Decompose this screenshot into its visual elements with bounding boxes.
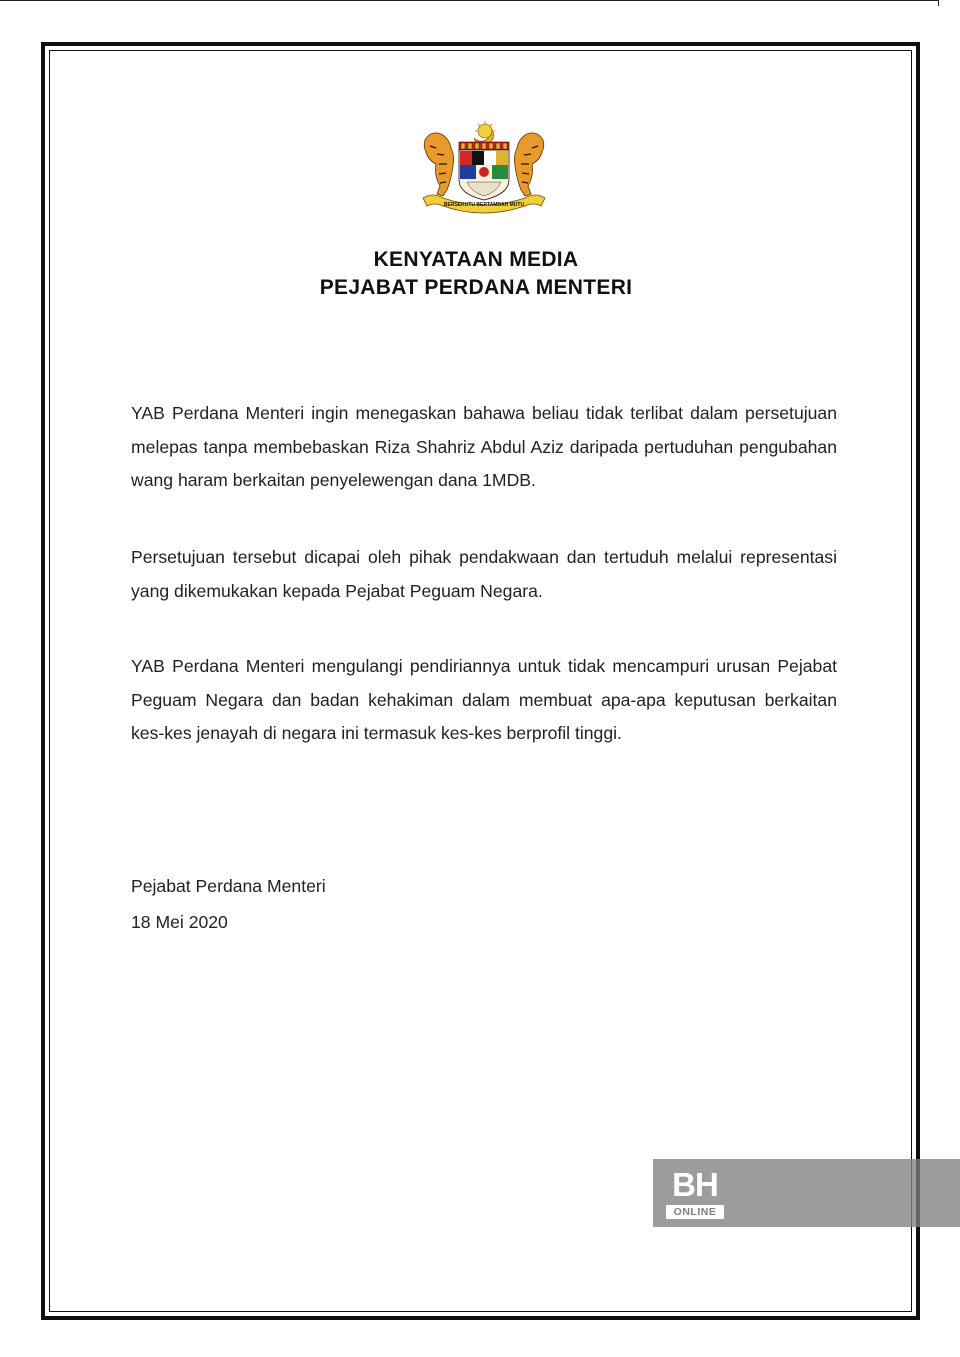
heading-office: PEJABAT PERDANA MENTERI (319, 276, 633, 299)
bh-online-watermark (653, 1159, 960, 1227)
svg-text:BERSEKUTU BERTAMBAH MUTU: BERSEKUTU BERTAMBAH MUTU (443, 202, 525, 208)
page-top-edge (0, 0, 938, 1)
signature-office: Pejabat Perdana Menteri (131, 876, 326, 896)
signature-date: 18 Mei 2020 (131, 912, 228, 932)
watermark-brand: BH (672, 1166, 718, 1203)
bh-online-logo-icon (665, 1164, 725, 1222)
watermark-sub: ONLINE (666, 1205, 724, 1219)
paragraph-2: Persetujuan tersebut dicapai oleh pihak pendakwaan dan tertuduh melalui representasi yang dikemukakan kepada Pejabat Peguam Negara. (131, 547, 837, 601)
malaysia-coat-of-arms-icon (417, 120, 551, 218)
page-right-edge (938, 0, 939, 6)
paragraph-3: YAB Perdana Menteri mengulangi pendiriannya untuk tidak mencampuri urusan Pejabat Peguam Negara dan badan kehakiman dalam membuat apa-apa keputusan berkaitan kes-kes jenayah di negara ini termasuk kes-kes berprofil tinggi. (131, 656, 837, 743)
heading-title: KENYATAAN MEDIA (373, 248, 579, 271)
paragraph-1: YAB Perdana Menteri ingin menegaskan bahawa beliau tidak terlibat dalam persetujuan melepas tanpa membebaskan Riza Shahriz Abdul Aziz daripada pertuduhan pengubahan wang haram berkaitan penyelewengan dana 1MDB. (131, 403, 837, 490)
